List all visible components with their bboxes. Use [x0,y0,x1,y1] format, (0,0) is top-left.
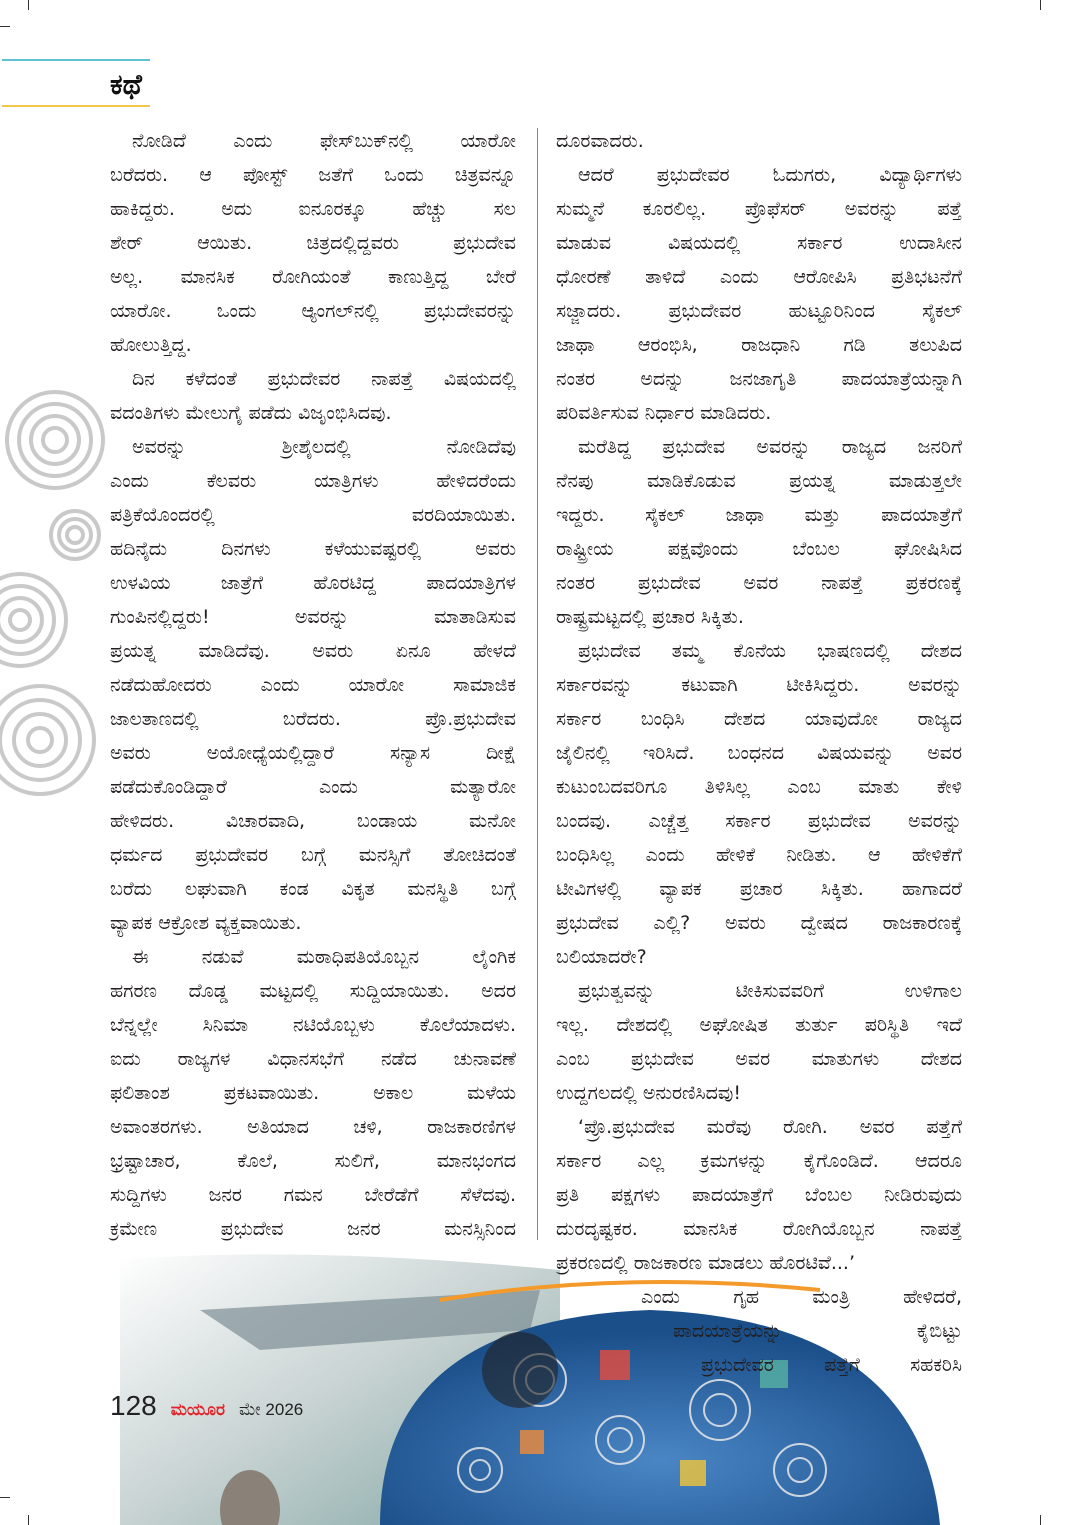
section-title: ಕಥೆ [110,68,142,101]
crop-mark [1040,0,1041,10]
text-line: ಧರ್ಮದ ಪ್ರಭುದೇವರ ಬಗ್ಗೆ ಮನಸ್ಸಿಗೆ ತೋಚಿದಂತೆ [110,844,516,866]
text-line: ‘ಪ್ರೊ.ಪ್ರಭುದೇವ ಮರೆವು ರೋಗಿ. ಅವರ ಪತ್ತೆಗೆ [578,1116,962,1138]
paragraph [110,940,516,1246]
text-line: ಎಂದು ಕೆಲವರು ಯಾತ್ರಿಗಳು ಹೇಳಿದರೆಂದು [110,470,516,492]
paragraph [556,158,962,430]
paragraph [110,362,516,430]
text-line: ಸಜ್ಜಾದರು. ಪ್ರಭುದೇವರ ಹುಟ್ಟೂರಿನಿಂದ ಸೈಕಲ್ [556,300,962,322]
text-line: ಟೀವಿಗಳಲ್ಲಿ ವ್ಯಾಪಕ ಪ್ರಚಾರ ಸಿಕ್ಕಿತು. ಹಾಗಾದರೆ [556,878,962,900]
text-line: ಐದು ರಾಜ್ಯಗಳ ವಿಧಾನಸಭೆಗೆ ನಡೆದ ಚುನಾವಣೆ [110,1048,516,1070]
issue-date: ಮೇ 2026 [238,1400,304,1419]
text-line: ಪರಿವರ್ತಿಸುವ ನಿರ್ಧಾರ ಮಾಡಿದರು. [556,402,772,424]
text-line: ಸರ್ಕಾರ ಎಲ್ಲ ಕ್ರಮಗಳನ್ನು ಕೈಗೊಂಡಿದೆ. ಆದರೂ [556,1150,962,1172]
text-line: ಅವರನ್ನು ಶ್ರೀಶೈಲದಲ್ಲಿ ನೋಡಿದೆವು [132,436,516,458]
paragraph [556,1110,962,1382]
text-line: ಬಂಧಿಸಿಲ್ಲ ಎಂದು ಹೇಳಿಕೆ ನೀಡಿತು. ಆ ಹೇಳಿಕೆಗೆ [556,844,962,866]
text-line: ರಾಷ್ಟ್ರೀಯ ಪಕ್ಷವೊಂದು ಬೆಂಬಲ ಘೋಷಿಸಿದ [556,538,962,560]
text-line: ಬೆನ್ನಲ್ಲೇ ಸಿನಿಮಾ ನಟಿಯೊಬ್ಬಳು ಕೊಲೆಯಾದಳು. [110,1014,516,1036]
paragraph [110,124,516,362]
text-line: ಬರೆದರು. ಆ ಪೋಸ್ಟ್ ಜತೆಗೆ ಒಂದು ಚಿತ್ರವನ್ನೂ [110,164,516,186]
text-line: ಪ್ರಯತ್ನ ಮಾಡಿದೆವು. ಅವರು ಏನೂ ಹೇಳದೆ [110,640,516,662]
text-line: ಪ್ರಭುತ್ವವನ್ನು ಟೀಕಿಸುವವರಿಗೆ ಉಳಿಗಾಲ [578,980,962,1002]
text-line: ಮಾಡುವ ವಿಷಯದಲ್ಲಿ ಸರ್ಕಾರ ಉದಾಸೀನ [556,232,962,254]
text-line: ಜಾಥಾ ಆರಂಭಿಸಿ, ರಾಜಧಾನಿ ಗಡಿ ತಲುಪಿದ [556,334,962,356]
text-line: ಬಂದವು. ಎಚ್ಚೆತ್ತ ಸರ್ಕಾರ ಪ್ರಭುದೇವ ಅವರನ್ನು [556,810,962,832]
text-line: ನಂತರ ಪ್ರಭುದೇವ ಅವರ ನಾಪತ್ತೆ ಪ್ರಕರಣಕ್ಕೆ [556,572,962,594]
text-line: ನಡೆದುಹೋದರು ಎಂದು ಯಾರೋ ಸಾಮಾಜಿಕ [110,674,516,696]
text-line: ಪ್ರಭುದೇವರ ಪತ್ತೆಗೆ ಸಹಕರಿಸಿ [701,1354,962,1376]
text-line: ಭ್ರಷ್ಟಾಚಾರ, ಕೊಲೆ, ಸುಲಿಗೆ, ಮಾನಭಂಗದ [110,1150,516,1172]
text-line: ಹಗರಣ ದೊಡ್ಡ ಮಟ್ಟದಲ್ಲಿ ಸುದ್ದಿಯಾಯಿತು. ಅದರ [110,980,516,1002]
text-line: ಉದ್ದಗಲದಲ್ಲಿ ಅನುರಣಿಸಿದವು! [556,1082,741,1104]
text-line: ನೋಡಿದೆ ಎಂದು ಫೇಸ್‌ಬುಕ್‌ನಲ್ಲಿ ಯಾರೋ [132,130,516,152]
text-line: ಕುಟುಂಬದವರಿಗೂ ತಿಳಿಸಿಲ್ಲ ಎಂಬ ಮಾತು ಕೇಳಿ [556,776,962,798]
text-line: ಯಾರೋ. ಒಂದು ಆ್ಯಂಗಲ್‌ನಲ್ಲಿ ಪ್ರಭುದೇವರನ್ನು [110,300,516,322]
text-column-right [556,124,962,1382]
text-line: ಅವಾಂತರಗಳು. ಅತಿಯಾದ ಚಳಿ, ರಾಜಕಾರಣಿಗಳ [110,1116,516,1138]
text-line: ಧೋರಣೆ ತಾಳಿದೆ ಎಂದು ಆರೋಪಿಸಿ ಪ್ರತಿಭಟನೆಗೆ [556,266,962,288]
page-footer [110,1390,303,1422]
text-line: ಅಲ್ಲ. ಮಾನಸಿಕ ರೋಗಿಯಂತೆ ಕಾಣುತ್ತಿದ್ದ ಬೇರೆ [110,266,516,288]
page-number: 128 [110,1390,157,1421]
text-line: ಬರೆದು ಲಘುವಾಗಿ ಕಂಡ ವಿಕೃತ ಮನಸ್ಥಿತಿ ಬಗ್ಗೆ [110,878,516,900]
text-line: ನೆನಪು ಮಾಡಿಕೊಡುವ ಪ್ರಯತ್ನ ಮಾಡುತ್ತಲೇ [556,470,962,492]
text-line: ಶೇರ್ ಆಯಿತು. ಚಿತ್ರದಲ್ಲಿದ್ದವರು ಪ್ರಭುದೇವ [110,232,516,254]
paragraph [110,430,516,940]
text-line: ಮರೆತಿದ್ದ ಪ್ರಭುದೇವ ಅವರನ್ನು ರಾಜ್ಯದ ಜನರಿಗೆ [578,436,962,458]
text-line: ಪತ್ರಿಕೆಯೊಂದರಲ್ಲಿ ವರದಿಯಾಯಿತು. [110,504,516,526]
text-line: ಹಾಕಿದ್ದರು. ಅದು ಐನೂರಕ್ಕೂ ಹೆಚ್ಚು ಸಲ [110,198,516,220]
text-line: ಜೈಲಿನಲ್ಲಿ ಇರಿಸಿದೆ. ಬಂಧನದ ವಿಷಯವನ್ನು ಅವರ [556,742,962,764]
text-column-left [110,124,516,1246]
column-divider [537,128,538,1240]
header-rule-teal [2,59,150,61]
text-line: ಕ್ರಮೇಣ ಪ್ರಭುದೇವ ಜನರ ಮನಸ್ಸಿನಿಂದ [110,1218,516,1240]
text-line: ಆದರೆ ಪ್ರಭುದೇವರ ಓದುಗರು, ವಿದ್ಯಾರ್ಥಿಗಳು [578,164,962,186]
text-line: ಈ ನಡುವೆ ಮಠಾಧಿಪತಿಯೊಬ್ಬನ ಲೈಂಗಿಕ [132,946,516,968]
text-line: ಪಡೆದುಕೊಂಡಿದ್ದಾರೆ ಎಂದು ಮತ್ಯಾರೋ [110,776,516,798]
text-line: ಇದ್ದರು. ಸೈಕಲ್ ಜಾಥಾ ಮತ್ತು ಪಾದಯಾತ್ರೆಗೆ [556,504,962,526]
text-line: ಪ್ರಭುದೇವ ತಮ್ಮ ಕೊನೆಯ ಭಾಷಣದಲ್ಲಿ ದೇಶದ [578,640,962,662]
magazine-logo: ಮಯೂರ [170,1400,225,1420]
text-line: ಪ್ರತಿ ಪಕ್ಷಗಳು ಪಾದಯಾತ್ರೆಗೆ ಬೆಂಬಲ ನೀಡಿರುವುದು [556,1184,962,1206]
text-line: ಸುದ್ದಿಗಳು ಜನರ ಗಮನ ಬೇರೆಡೆಗೆ ಸೆಳೆದವು. [110,1184,516,1206]
text-line: ಸುಮ್ಮನೆ ಕೂರಲಿಲ್ಲ. ಪ್ರೊಫೆಸರ್ ಅವರನ್ನು ಪತ್ತೆ [556,198,962,220]
paragraph [556,974,962,1110]
paragraph [556,124,962,158]
text-line: ದುರದೃಷ್ಟಕರ. ಮಾನಸಿಕ ರೋಗಿಯೊಬ್ಬನ ನಾಪತ್ತೆ [556,1218,962,1240]
text-line: ದೂರವಾದರು. [556,130,644,152]
text-line: ಪ್ರಕರಣದಲ್ಲಿ ರಾಜಕಾರಣ ಮಾಡಲು ಹೊರಟಿವೆ...’ [556,1252,856,1274]
text-line: ಹೇಳಿದರು. ವಿಚಾರವಾದಿ, ಬಂಡಾಯ ಮನೋ [110,810,516,832]
text-line: ಅವರು ಅಯೋಧ್ಯೆಯಲ್ಲಿದ್ದಾರೆ ಸನ್ಯಾಸ ದೀಕ್ಷೆ [110,742,516,764]
text-line: ಹದಿನೈದು ದಿನಗಳು ಕಳೆಯುವಷ್ಟರಲ್ಲಿ ಅವರು [110,538,516,560]
text-line: ಎಂದು ಗೃಹ ಮಂತ್ರಿ ಹೇಳಿದರೆ, [641,1286,962,1308]
text-line: ರಾಷ್ಟ್ರಮಟ್ಟದಲ್ಲಿ ಪ್ರಚಾರ ಸಿಕ್ಕಿತು. [556,606,744,628]
text-line: ದಿನ ಕಳೆದಂತೆ ಪ್ರಭುದೇವರ ನಾಪತ್ತೆ ವಿಷಯದಲ್ಲಿ [132,368,516,390]
paragraph [556,634,962,974]
header-rule-yellow [2,105,150,107]
crop-mark [0,26,10,27]
text-line: ಫಲಿತಾಂಶ ಪ್ರಕಟವಾಯಿತು. ಅಕಾಲ ಮಳೆಯ [110,1082,516,1104]
crop-mark [28,0,29,10]
text-line: ವದಂತಿಗಳು ಮೇಲುಗೈ ಪಡೆದು ವಿಜೃಂಭಿಸಿದವು. [110,402,392,424]
text-line: ಸರ್ಕಾರ ಬಂಧಿಸಿ ದೇಶದ ಯಾವುದೋ ರಾಜ್ಯದ [556,708,962,730]
text-line: ಸರ್ಕಾರವನ್ನು ಕಟುವಾಗಿ ಟೀಕಿಸಿದ್ದರು. ಅವರನ್ನು [556,674,962,696]
text-line: ಬಲಿಯಾದರೇ? [556,946,647,968]
text-line: ವ್ಯಾಪಕ ಆಕ್ರೋಶ ವ್ಯಕ್ತವಾಯಿತು. [110,912,302,934]
text-line: ಪಾದಯಾತ್ರೆಯನ್ನು ಕೈಬಿಟ್ಟು [673,1320,962,1342]
text-line: ನಂತರ ಅದನ್ನು ಜನಜಾಗೃತಿ ಪಾದಯಾತ್ರೆಯನ್ನಾಗಿ [556,368,962,390]
text-line: ಪ್ರಭುದೇವ ಎಲ್ಲಿ? ಅವರು ದ್ವೇಷದ ರಾಜಕಾರಣಕ್ಕೆ [556,912,962,934]
text-line: ಗುಂಪಿನಲ್ಲಿದ್ದರು! ಅವರನ್ನು ಮಾತಾಡಿಸುವ [110,606,516,628]
text-line: ಹೋಲುತ್ತಿದ್ದ. [110,334,192,356]
text-line: ಉಳವಿಯ ಜಾತ್ರೆಗೆ ಹೊರಟಿದ್ದ ಪಾದಯಾತ್ರಿಗಳ [110,572,516,594]
text-line: ಇಲ್ಲ. ದೇಶದಲ್ಲಿ ಅಘೋಷಿತ ತುರ್ತು ಪರಿಸ್ಥಿತಿ ಇದೆ [556,1014,962,1036]
paragraph [556,430,962,634]
text-line: ಜಾಲತಾಣದಲ್ಲಿ ಬರೆದರು. ಪ್ರೊ.ಪ್ರಭುದೇವ [110,708,516,730]
text-line: ಎಂಬ ಪ್ರಭುದೇವ ಅವರ ಮಾತುಗಳು ದೇಶದ [556,1048,962,1070]
